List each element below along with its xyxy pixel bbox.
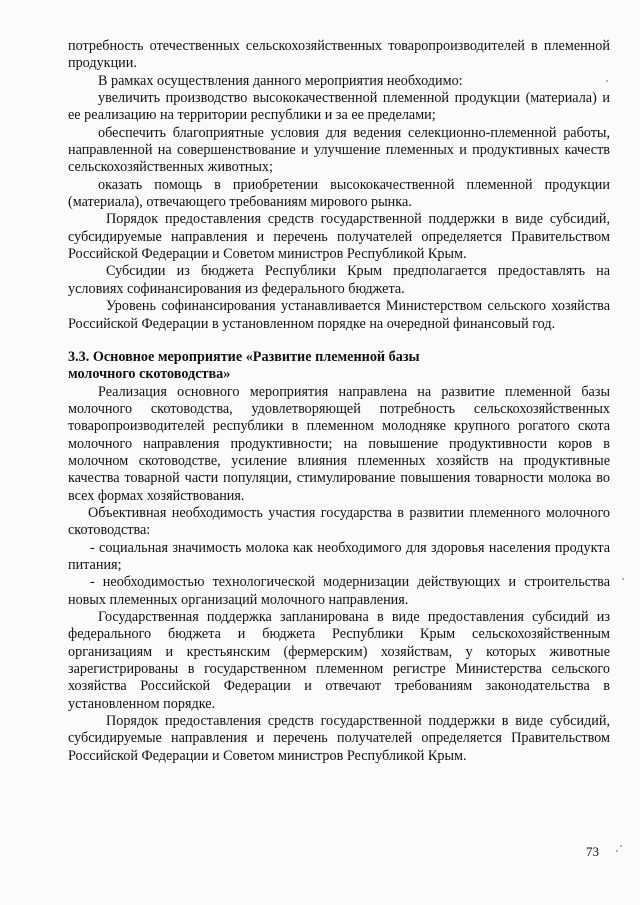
list-item: - социальная значимость молока как необходимого для здоровья населения продукта питания; [68, 539, 610, 573]
paragraph: Объективная необходимость участия государства в развитии племенного молочного скотоводства: [68, 504, 610, 539]
list-item: - необходимостью технологической модернизации действующих и строительства новых племенных организаций молочного направления. [68, 574, 610, 608]
paragraph: Субсидии из бюджета Республики Крым предполагается предоставлять на условиях софинансирования из федерального бюджета. [68, 263, 610, 297]
paragraph: Порядок предоставления средств государственной поддержки в виде субсидий, субсидируемые направления и перечень получателей определяется Правительством Российской Федерации и Советом министров Республикой Крым. [68, 211, 610, 263]
section-gap [68, 333, 610, 349]
paragraph: потребность отечественных сельскохозяйственных товаропроизводителей в племенной продукции. [68, 38, 610, 72]
document-body [68, 38, 610, 765]
list-paragraph: увеличить производство высококачественной племенной продукции (материала) и ее реализацию на территории республики и за ее пределами; [68, 90, 610, 124]
page-number: 73 [586, 844, 599, 859]
paragraph: Уровень софинансирования устанавливается Министерством сельского хозяйства Российской Федерации в установленном порядке на очередной финансовый год. [68, 298, 610, 332]
paragraph: Реализация основного мероприятия направлена на развитие племенной базы молочного скотоводства, удовлетворяющей потребность сельскохозяйственных товаропроизводителей республики в племенном молодняке крупного рогатого скота молочного направления продуктивности; на повышение продуктивности коров в молочном скотоводстве, усиление влияния племенных хозяйств на продуктивные качества товарной части популяции, стимулирование повышения товарности молока во всех формах хозяйствования. [68, 383, 610, 504]
paragraph: Порядок предоставления средств государственной поддержки в виде субсидий, субсидируемые направления и перечень получателей определяется Правительством Российской Федерации и Советом министров Республикой Крым. [68, 713, 610, 764]
scan-speck [620, 845, 622, 847]
paragraph: Государственная поддержка запланирована в виде предоставления субсидий из федерального бюджета и бюджета Республики Крым сельскохозяйственным организациям и крестьянским (фермерским) хозяйствам, у которых животные зарегистрированы в государственном племенном регистре Министерства сельского хозяйства Российской Федерации и отвечают требованиям законодательства в установленном порядке. [68, 609, 610, 712]
scan-speck [622, 578, 624, 580]
list-paragraph: оказать помощь в приобретении высококачественной племенной продукции (материала), отвечающего требованиям мирового рынка. [68, 176, 610, 211]
section-heading-line-2: молочного скотоводства» [68, 366, 231, 383]
scan-speck [616, 850, 618, 852]
scan-speck [606, 80, 608, 82]
list-paragraph: обеспечить благоприятные условия для ведения селекционно-племенной работы, направленной на совершенствование и улучшение племенных и продуктивных качеств сельскохозяйственных животных; [68, 124, 610, 176]
section-heading-line-1: 3.3. Основное мероприятие «Развитие племенной базы [68, 348, 420, 365]
paragraph: В рамках осуществления данного мероприятия необходимо: [98, 72, 463, 89]
